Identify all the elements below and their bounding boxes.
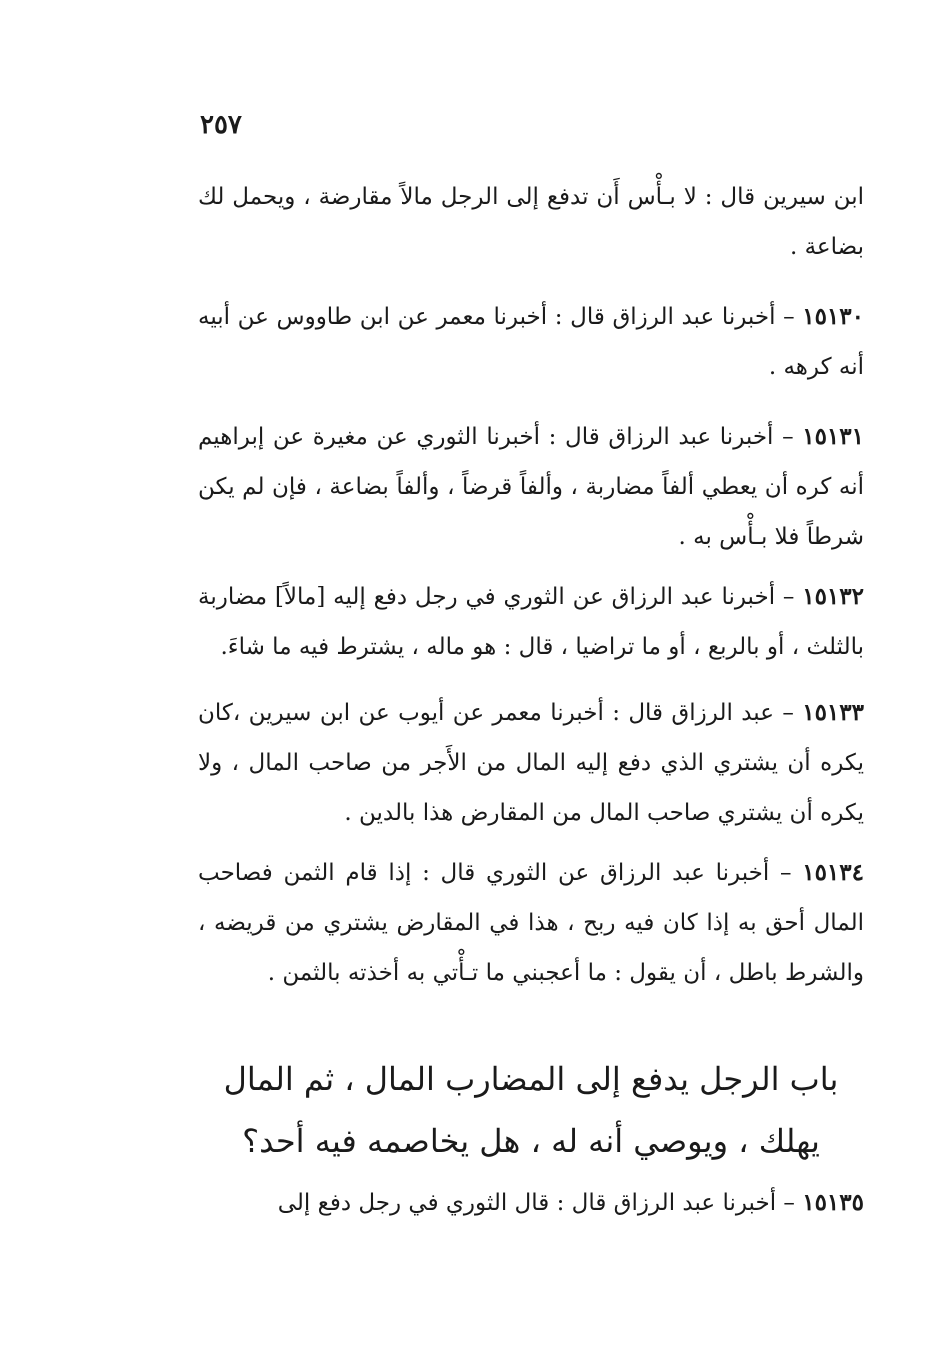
hadith-number: ١٥١٣٤ <box>802 859 864 886</box>
hadith-15132 <box>198 572 864 672</box>
hadith-text: – أخبرنا عبد الرزاق قال : قال الثوري في رجل دفع إلى <box>277 1190 803 1216</box>
hadith-number: ١٥١٣١ <box>802 423 864 450</box>
hadith-number: ١٥١٣٠ <box>802 303 864 330</box>
hadith-15135 <box>198 1178 864 1228</box>
hadith-number: ١٥١٣٢ <box>802 583 864 610</box>
hadith-number: ١٥١٣٥ <box>802 1189 864 1216</box>
chapter-heading-line-2: يهلك ، ويوصي أنه له ، هل يخاصمه فيه أحد؟ <box>242 1122 820 1160</box>
hadith-text: – أخبرنا عبد الرزاق قال : أخبرنا معمر عن ابن طاووس عن أبيه أنه كرهه . <box>198 304 864 380</box>
chapter-heading-line-1: باب الرجل يدفع إلى المضارب المال ، ثم المال <box>223 1060 839 1098</box>
hadith-text: – أخبرنا عبد الرزاق قال : أخبرنا الثوري عن مغيرة عن إبراهيم أنه كره أن يعطي ألفاً مضاربة ، وألفاً قرضاً ، وألفاً بضاعة ، فإن لم يكن شرطاً فلا بـأْس به . <box>198 424 864 550</box>
hadith-15130 <box>198 292 864 392</box>
hadith-15134 <box>198 848 864 998</box>
hadith-text: – عبد الرزاق قال : أخبرنا معمر عن أيوب عن ابن سيرين ،كان يكره أن يشتري الذي دفع إليه المال من الأَجر من صاحب المال ، ولا يكره أن يشتري صاحب المال من المقارض هذا بالدين . <box>198 700 864 826</box>
hadith-15131 <box>198 412 864 562</box>
page-number: ٢٥٧ <box>200 110 242 140</box>
hadith-text: – أخبرنا عبد الرزاق عن الثوري في رجل دفع إليه [مالاً] مضاربة بالثلث ، أو بالربع ، أو ما تراضيا ، قال : هو ماله ، يشترط فيه ما شاءَ. <box>198 584 864 660</box>
hadith-15133 <box>198 688 864 838</box>
hadith-number: ١٥١٣٣ <box>802 699 864 726</box>
chapter-heading <box>198 1048 864 1172</box>
hadith-text: – أخبرنا عبد الرزاق عن الثوري قال : إذا قام الثمن فصاحب المال أحق به إذا كان فيه ربح ، هذا في المقارض يشتري من قريضه ، والشرط باطل ، أن يقول : ما أعجبني ما تـأْتي به أخذته بالثمن . <box>198 860 864 986</box>
paragraph-text: ابن سيرين قال : لا بـأْس أَن تدفع إلى الرجل مالاً مقارضة ، ويحمل لك بضاعة . <box>198 184 864 260</box>
paragraph-continuation <box>198 172 864 272</box>
